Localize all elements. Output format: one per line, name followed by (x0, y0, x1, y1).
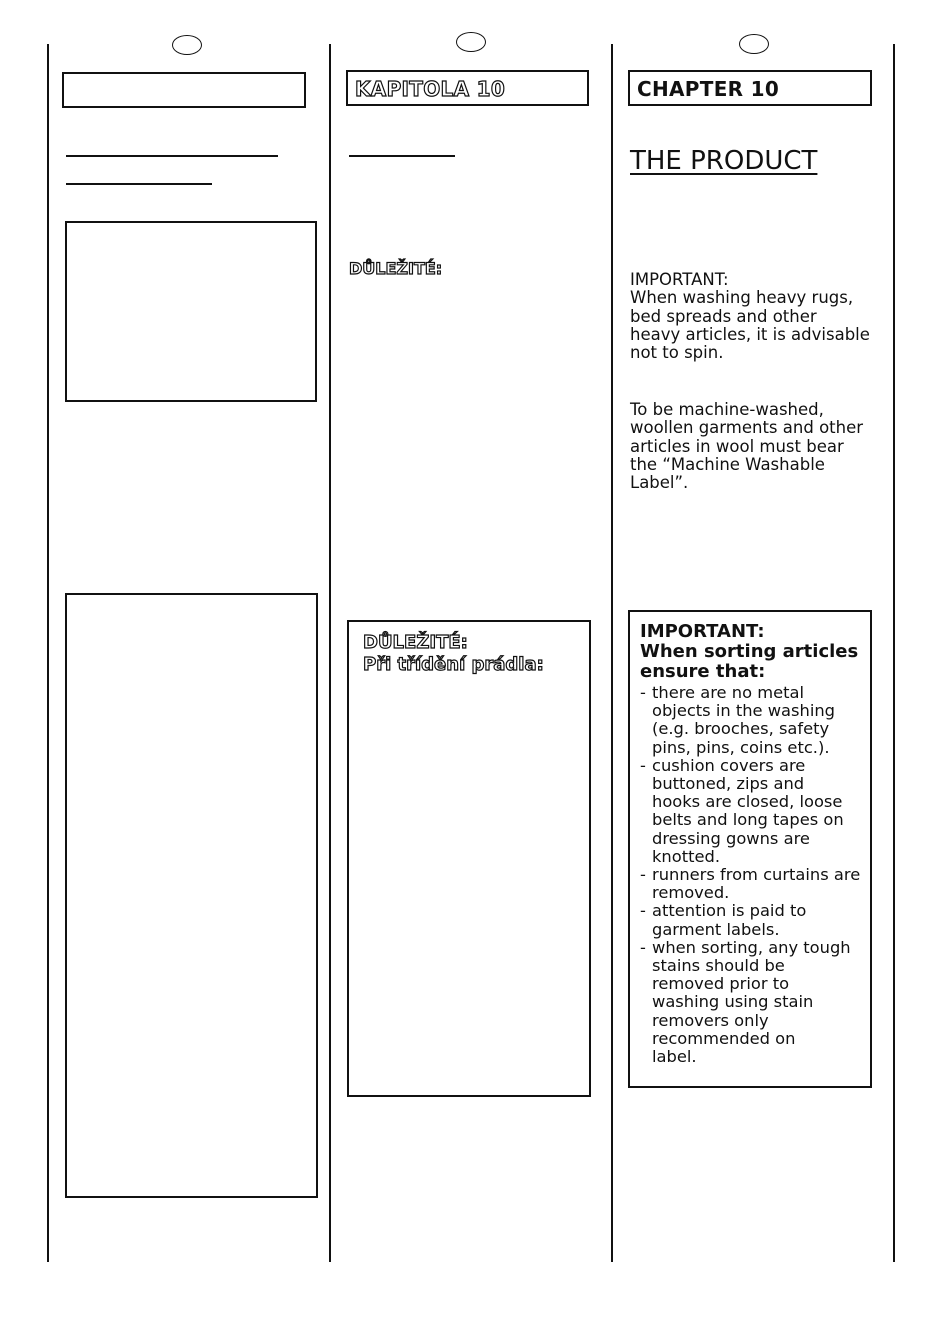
language-marker-czech (456, 32, 486, 52)
language-marker-english (739, 34, 769, 54)
list-item: - attention is paid to garment labels. (640, 901, 807, 939)
wool-line: Label”. (630, 473, 689, 493)
wool-line: To be machine-washed, (630, 400, 824, 419)
sorting-box-czech (347, 620, 591, 1097)
wool-paragraph (630, 401, 863, 492)
wool-line: woollen garments and other (630, 418, 864, 438)
title-underline-left-2 (66, 183, 212, 185)
notice-box-left-bottom (65, 593, 318, 1198)
title-underline-czech (349, 155, 455, 157)
sorting-list (640, 684, 860, 1066)
heavy-line: not to spin. (630, 343, 724, 363)
list-item: - runners from curtains are removed. (640, 865, 861, 903)
chapter-label-czech: KAPITOLA 10 (355, 77, 506, 101)
list-item: - there are no metal objects in the washing (e.g. brooches, safety pins, pins, coins etc.). (640, 683, 836, 757)
box-important-czech: DŮLEŽITÉ: (363, 632, 468, 653)
language-marker-left (172, 35, 202, 55)
sorting-box-english (628, 610, 872, 1088)
list-item: - when sorting, any tough stains should be removed prior to washing using stain removers only recommended on label. (640, 937, 851, 1067)
chapter-label-english: CHAPTER 10 (637, 77, 780, 101)
heavy-line: heavy articles, it is advisable (630, 324, 870, 344)
wool-line: articles in wool must bear (630, 436, 844, 456)
important-label-czech: DŮLEŽITÉ: (349, 259, 443, 278)
wool-line: the “Machine Washable (630, 454, 825, 474)
chapter-header-left (62, 72, 306, 108)
sorting-heading-line: ensure that: (640, 661, 766, 682)
column-divider-left (47, 44, 49, 1262)
title-underline-left-1 (66, 155, 278, 157)
heavy-line: When washing heavy rugs, (630, 288, 854, 308)
important-label-english: IMPORTANT: (630, 270, 729, 289)
notice-box-left-top (65, 221, 317, 402)
column-divider-right (893, 44, 895, 1262)
sorting-heading-line: When sorting articles (640, 641, 859, 662)
heavy-line: bed spreads and other (630, 306, 817, 326)
chapter-header-czech (346, 70, 589, 106)
list-item: - cushion covers are buttoned, zips and hooks are closed, loose belts and long tapes on dressing gowns are knotted. (640, 755, 844, 866)
page-title: THE PRODUCT (630, 146, 818, 176)
important-heavy-paragraph (630, 271, 870, 362)
column-divider-middle-left (329, 44, 331, 1262)
box-sorting-czech: Při třídění prádla: (363, 654, 544, 675)
chapter-header-english (628, 70, 872, 106)
column-divider-middle-right (611, 44, 613, 1262)
sorting-heading-line: IMPORTANT: (640, 621, 765, 642)
